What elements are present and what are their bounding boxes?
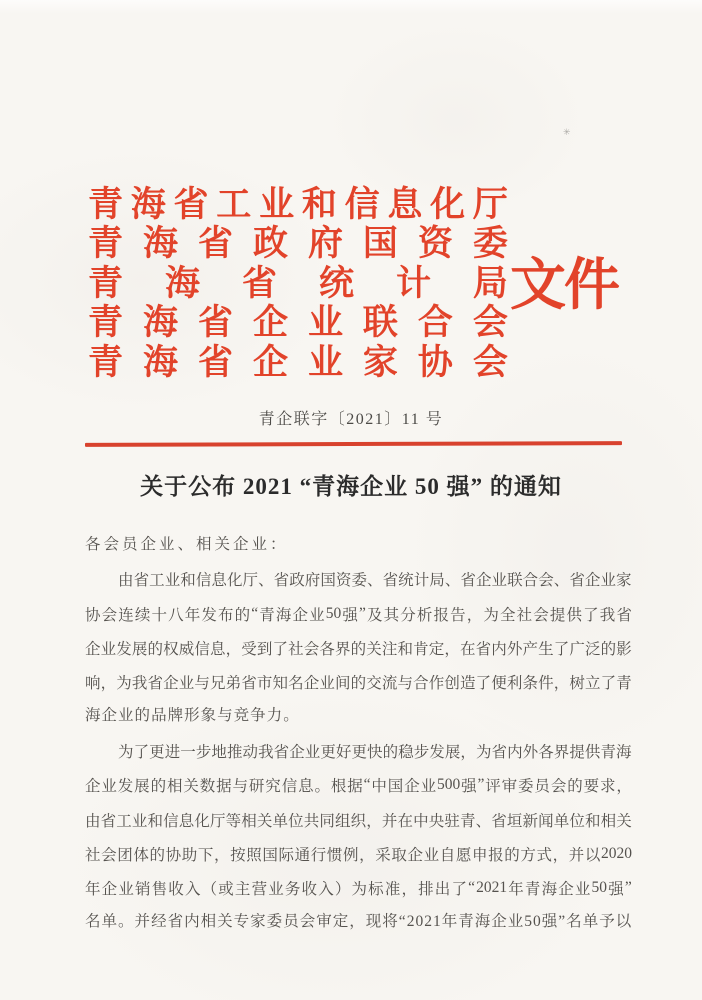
issuer-list: [88, 182, 508, 380]
issuer-line: 青 海 省 工 业 和 信 息 化 厅: [88, 184, 508, 224]
doc-number: 青企联字〔2021〕11 号: [258, 411, 444, 428]
body-text-line: 社 会 团 体 的 协 助 下 ， 按 照 国 际 通 行 惯 例 ， 采 取 企 业 自 愿 申 报 的 方 式 ， 并 以 2020: [85, 844, 632, 864]
issuer-line: 青 海 省 统 计 局: [88, 263, 508, 303]
body-text-line: 企 业 发 展 的 相 关 数 据 与 研 究 信 息 。 根 据 “ 中 国 企 业 500 强 ” 评 审 委 员 会 的 要 求 ，: [85, 776, 632, 796]
letterhead: [88, 182, 618, 380]
body-text-line: 海企业的品牌形象与竞争力。: [85, 707, 300, 725]
body-text-line: 为 了 更 进 一 步 地 推 动 我 省 企 业 更 好 更 快 的 稳 步 发 展 ， 为 省 内 外 各 界 提 供 青 海: [118, 743, 632, 761]
issuer-line: 青 海 省 企 业 联 合 会: [88, 303, 508, 343]
body-text-line: 由 省 工 业 和 信 息 化 厅 、 省 政 府 国 资 委 、 省 统 计 局 、 省 企 业 联 合 会 、 省 企 业 家: [118, 572, 632, 590]
salutation: 各会员企业、相关企业：: [85, 536, 289, 553]
paragraph-1: [85, 562, 632, 733]
paragraph-2: [85, 734, 632, 940]
issuer-line: 青 海 省 政 府 国 资 委: [88, 224, 508, 264]
page-title: 关于公布 2021 “青海企业 50 强” 的通知: [140, 474, 562, 499]
body-text-line: 企 业 发 展 的 权 威 信 息 ， 受 到 了 社 会 各 界 的 关 注 和 肯 定 ， 在 省 内 外 产 生 了 广 泛 的 影: [85, 641, 632, 659]
body-text-line: 名单。并经省内相关专家委员会审定，现将“2021年青海企业50强”名单予以: [85, 913, 633, 931]
body-text-line: 协 会 连 续 十 八 年 发 布 的 “ 青 海 企 业 50 强 ” 及 其 分 析 报 告 ， 为 全 社 会 提 供 了 我 省: [85, 604, 632, 624]
body-text-line: 年 企 业 销 售 收 入 （ 或 主 营 业 务 收 入 ） 为 标 准 ， 排 出 了 “ 2021 年 青 海 企 业 50 强 ”: [85, 879, 632, 899]
doc-type-label: 文件: [510, 254, 618, 317]
red-divider-line: [85, 441, 622, 447]
body-text-line: 响 ， 为 我 省 企 业 与 兄 弟 省 市 知 名 企 业 间 的 交 流 与 合 作 创 造 了 便 利 条 件 ， 树 立 了 青: [85, 675, 632, 693]
scan-artifact-mark: ✳: [563, 127, 571, 137]
body-text-line: 由 省 工 业 和 信 息 化 厅 等 相 关 单 位 共 同 组 织 ， 并 在 中 央 驻 青 、 省 垣 新 闻 单 位 和 相 关: [85, 812, 632, 830]
document-body: [85, 528, 632, 940]
issuer-line: 青 海 省 企 业 家 协 会: [88, 342, 508, 382]
